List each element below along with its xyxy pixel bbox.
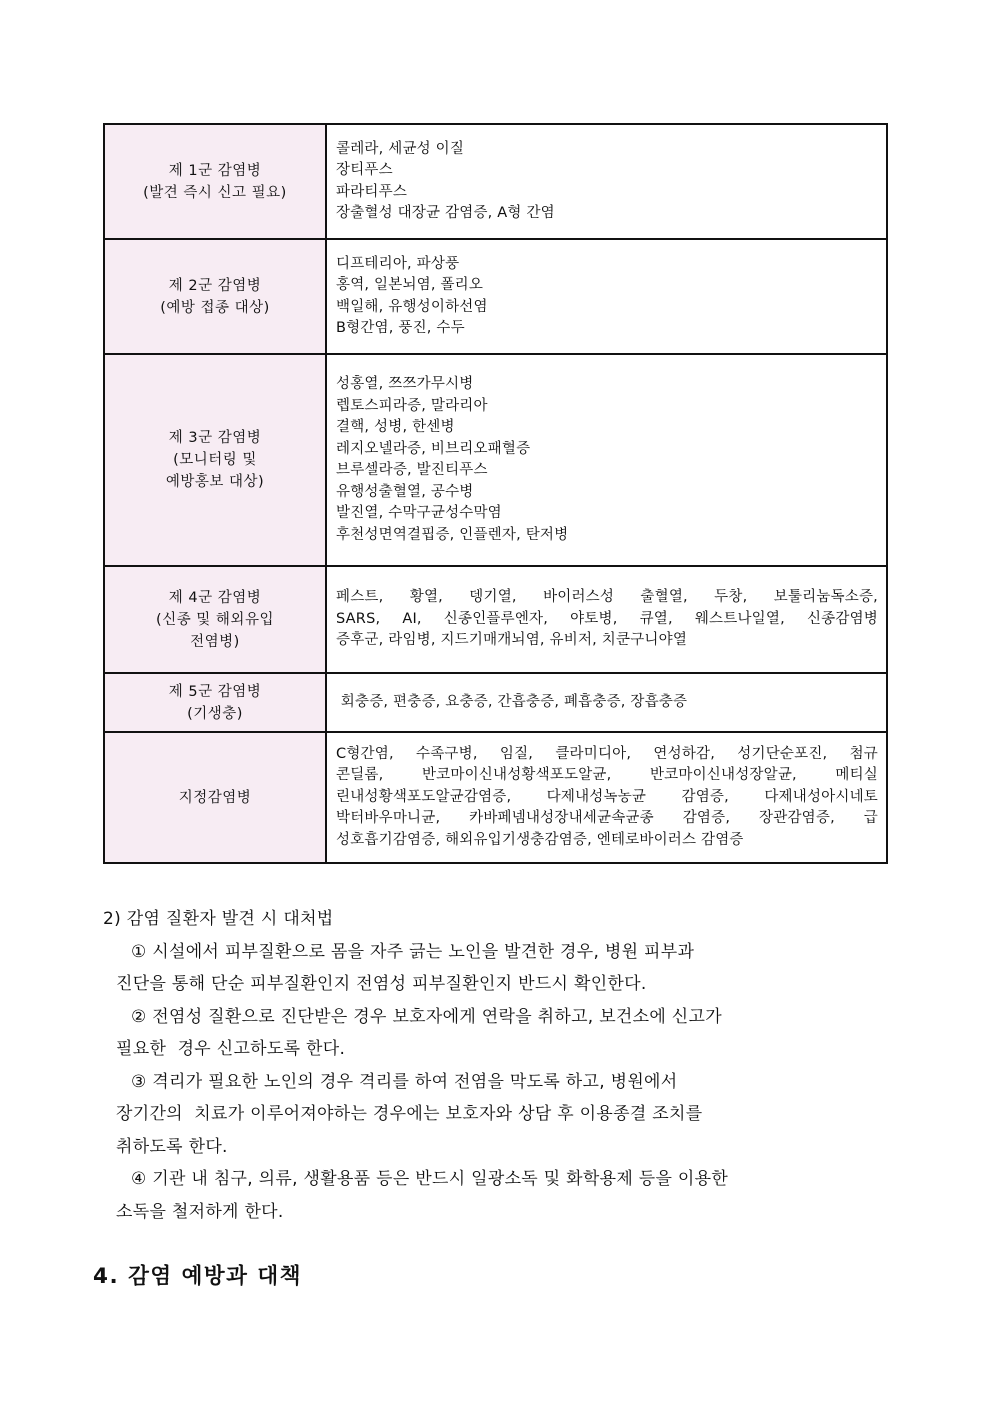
disease-line: 후천성면역결핍증, 인플렌자, 탄저병 (336, 526, 569, 543)
disease-line: 장티푸스 (336, 162, 393, 178)
disease-line: 레지오넬라증, 비브리오패혈증 (336, 440, 531, 457)
disease-line: 백일해, 유행성이하선염 (336, 298, 488, 315)
disease-cell (326, 124, 887, 239)
infectious-disease-group-table (103, 123, 888, 864)
table-row (104, 732, 887, 863)
table-row (104, 566, 887, 673)
disease-line: 회충증, 편충증, 요충증, 간흡충증, 폐흡충증, 장흡충증 (336, 693, 688, 710)
disease-line: 결핵, 성병, 한센병 (336, 419, 455, 435)
disease-cell (326, 239, 887, 354)
section-heading: 2) 감염 질환자 발견 시 대처법 (103, 909, 334, 929)
disease-line: 성호흡기감염증, 해외유입기생충감염증, 엔테로바이러스 감염증 (336, 831, 744, 848)
disease-line: 파라티푸스 (336, 183, 408, 200)
disease-line: C형간염, 수족구병, 임질, 클라미디아, 연성하감, 성기단순포진, 첨규 (336, 745, 878, 762)
item-continuation-line: 취하도록 한다. (116, 1136, 228, 1157)
item-first-line: ③ 격리가 필요한 노인의 경우 격리를 하여 전염을 막도록 하고, 병원에서 (131, 1071, 678, 1092)
next-chapter-heading: 4. 감염 예방과 대책 (93, 1264, 302, 1289)
disease-line: 발진열, 수막구균성수막염 (336, 505, 502, 521)
category-line: 제 5군 감염병 (168, 683, 262, 700)
category-line: 제 1군 감염병 (168, 162, 262, 179)
category-cell (104, 239, 326, 354)
disease-line: SARS, AI, 신종인플루엔자, 야토병, 큐열, 웨스트나일열, 신종감염병 (336, 610, 878, 627)
category-line: 지정감염병 (178, 789, 252, 806)
category-cell (104, 354, 326, 566)
category-line: 제 3군 감염병 (168, 430, 262, 446)
category-line: 예방홍보 대상) (165, 474, 265, 490)
disease-line: 홍역, 일본뇌염, 폴리오 (336, 277, 484, 293)
category-line: (예방 접종 대상) (160, 299, 270, 316)
disease-line: 성홍열, 쯔쯔가무시병 (336, 376, 474, 392)
item-continuation-line: 진단을 통해 단순 피부질환인지 전염성 피부질환인지 반드시 확인한다. (116, 974, 647, 994)
category-cell (104, 124, 326, 239)
disease-line: 박터바우마니균, 카바페넴내성장내세균속균종 감염증, 장관감염증, 급 (336, 810, 878, 827)
category-line: 전염병) (190, 633, 240, 650)
category-cell (104, 732, 326, 863)
disease-line: 페스트, 황열, 뎅기열, 바이러스성 출혈열, 두창, 보툴리눔독소증, (336, 589, 878, 606)
category-line: (기생충) (187, 705, 243, 722)
item-first-line: ① 시설에서 피부질환으로 몸을 자주 긁는 노인을 발견한 경우, 병원 피부과 (131, 941, 695, 962)
disease-line: 콘딜롬, 반코마이신내성황색포도알균, 반코마이신내성장알균, 메티실 (336, 767, 878, 784)
disease-line: 디프테리아, 파상풍 (336, 255, 460, 272)
category-cell (104, 673, 326, 732)
disease-line: 증후군, 라임병, 지드기매개뇌염, 유비저, 치쿤구니야열 (336, 632, 688, 649)
disease-line: 콜레라, 세균성 이질 (336, 140, 465, 157)
disease-cell (326, 732, 887, 863)
disease-line: 린내성황색포도알균감염증, 다제내성녹농균 감염증, 다제내성아시네토 (336, 788, 878, 805)
disease-line: 렙토스피라증, 말라리아 (336, 397, 488, 414)
disease-cell (326, 354, 887, 566)
disease-line: B형간염, 풍진, 수두 (336, 320, 465, 336)
category-line: (모니터링 및 (173, 452, 257, 468)
item-first-line: ② 전염성 질환으로 진단받은 경우 보호자에게 연락을 취하고, 보건소에 신고가 (131, 1006, 722, 1027)
category-line: (발견 즉시 신고 필요) (143, 184, 287, 201)
disease-cell (326, 566, 887, 673)
category-line: (신종 및 해외유입 (156, 611, 274, 628)
category-line: 제 2군 감염병 (168, 277, 262, 294)
disease-cell (326, 673, 887, 732)
disease-line: 브루셀라증, 발진티푸스 (336, 462, 488, 478)
table-row (104, 124, 887, 239)
table-row (104, 673, 887, 732)
category-line: 제 4군 감염병 (168, 589, 262, 606)
disease-line: 장출혈성 대장균 감염증, A형 간염 (336, 205, 555, 221)
table-row (104, 354, 887, 566)
category-cell (104, 566, 326, 673)
item-continuation-line: 장기간의 치료가 이루어져야하는 경우에는 보호자와 상담 후 이용종결 조치를 (116, 1104, 703, 1124)
item-continuation-line: 소독을 철저하게 한다. (116, 1201, 284, 1222)
response-section (103, 903, 893, 1228)
table-row (104, 239, 887, 354)
item-continuation-line: 필요한 경우 신고하도록 한다. (116, 1039, 346, 1059)
item-first-line: ④ 기관 내 침구, 의류, 생활용품 등은 반드시 일광소독 및 화학용제 등을 이용한 (131, 1169, 729, 1189)
disease-line: 유행성출혈열, 공수병 (336, 483, 474, 500)
